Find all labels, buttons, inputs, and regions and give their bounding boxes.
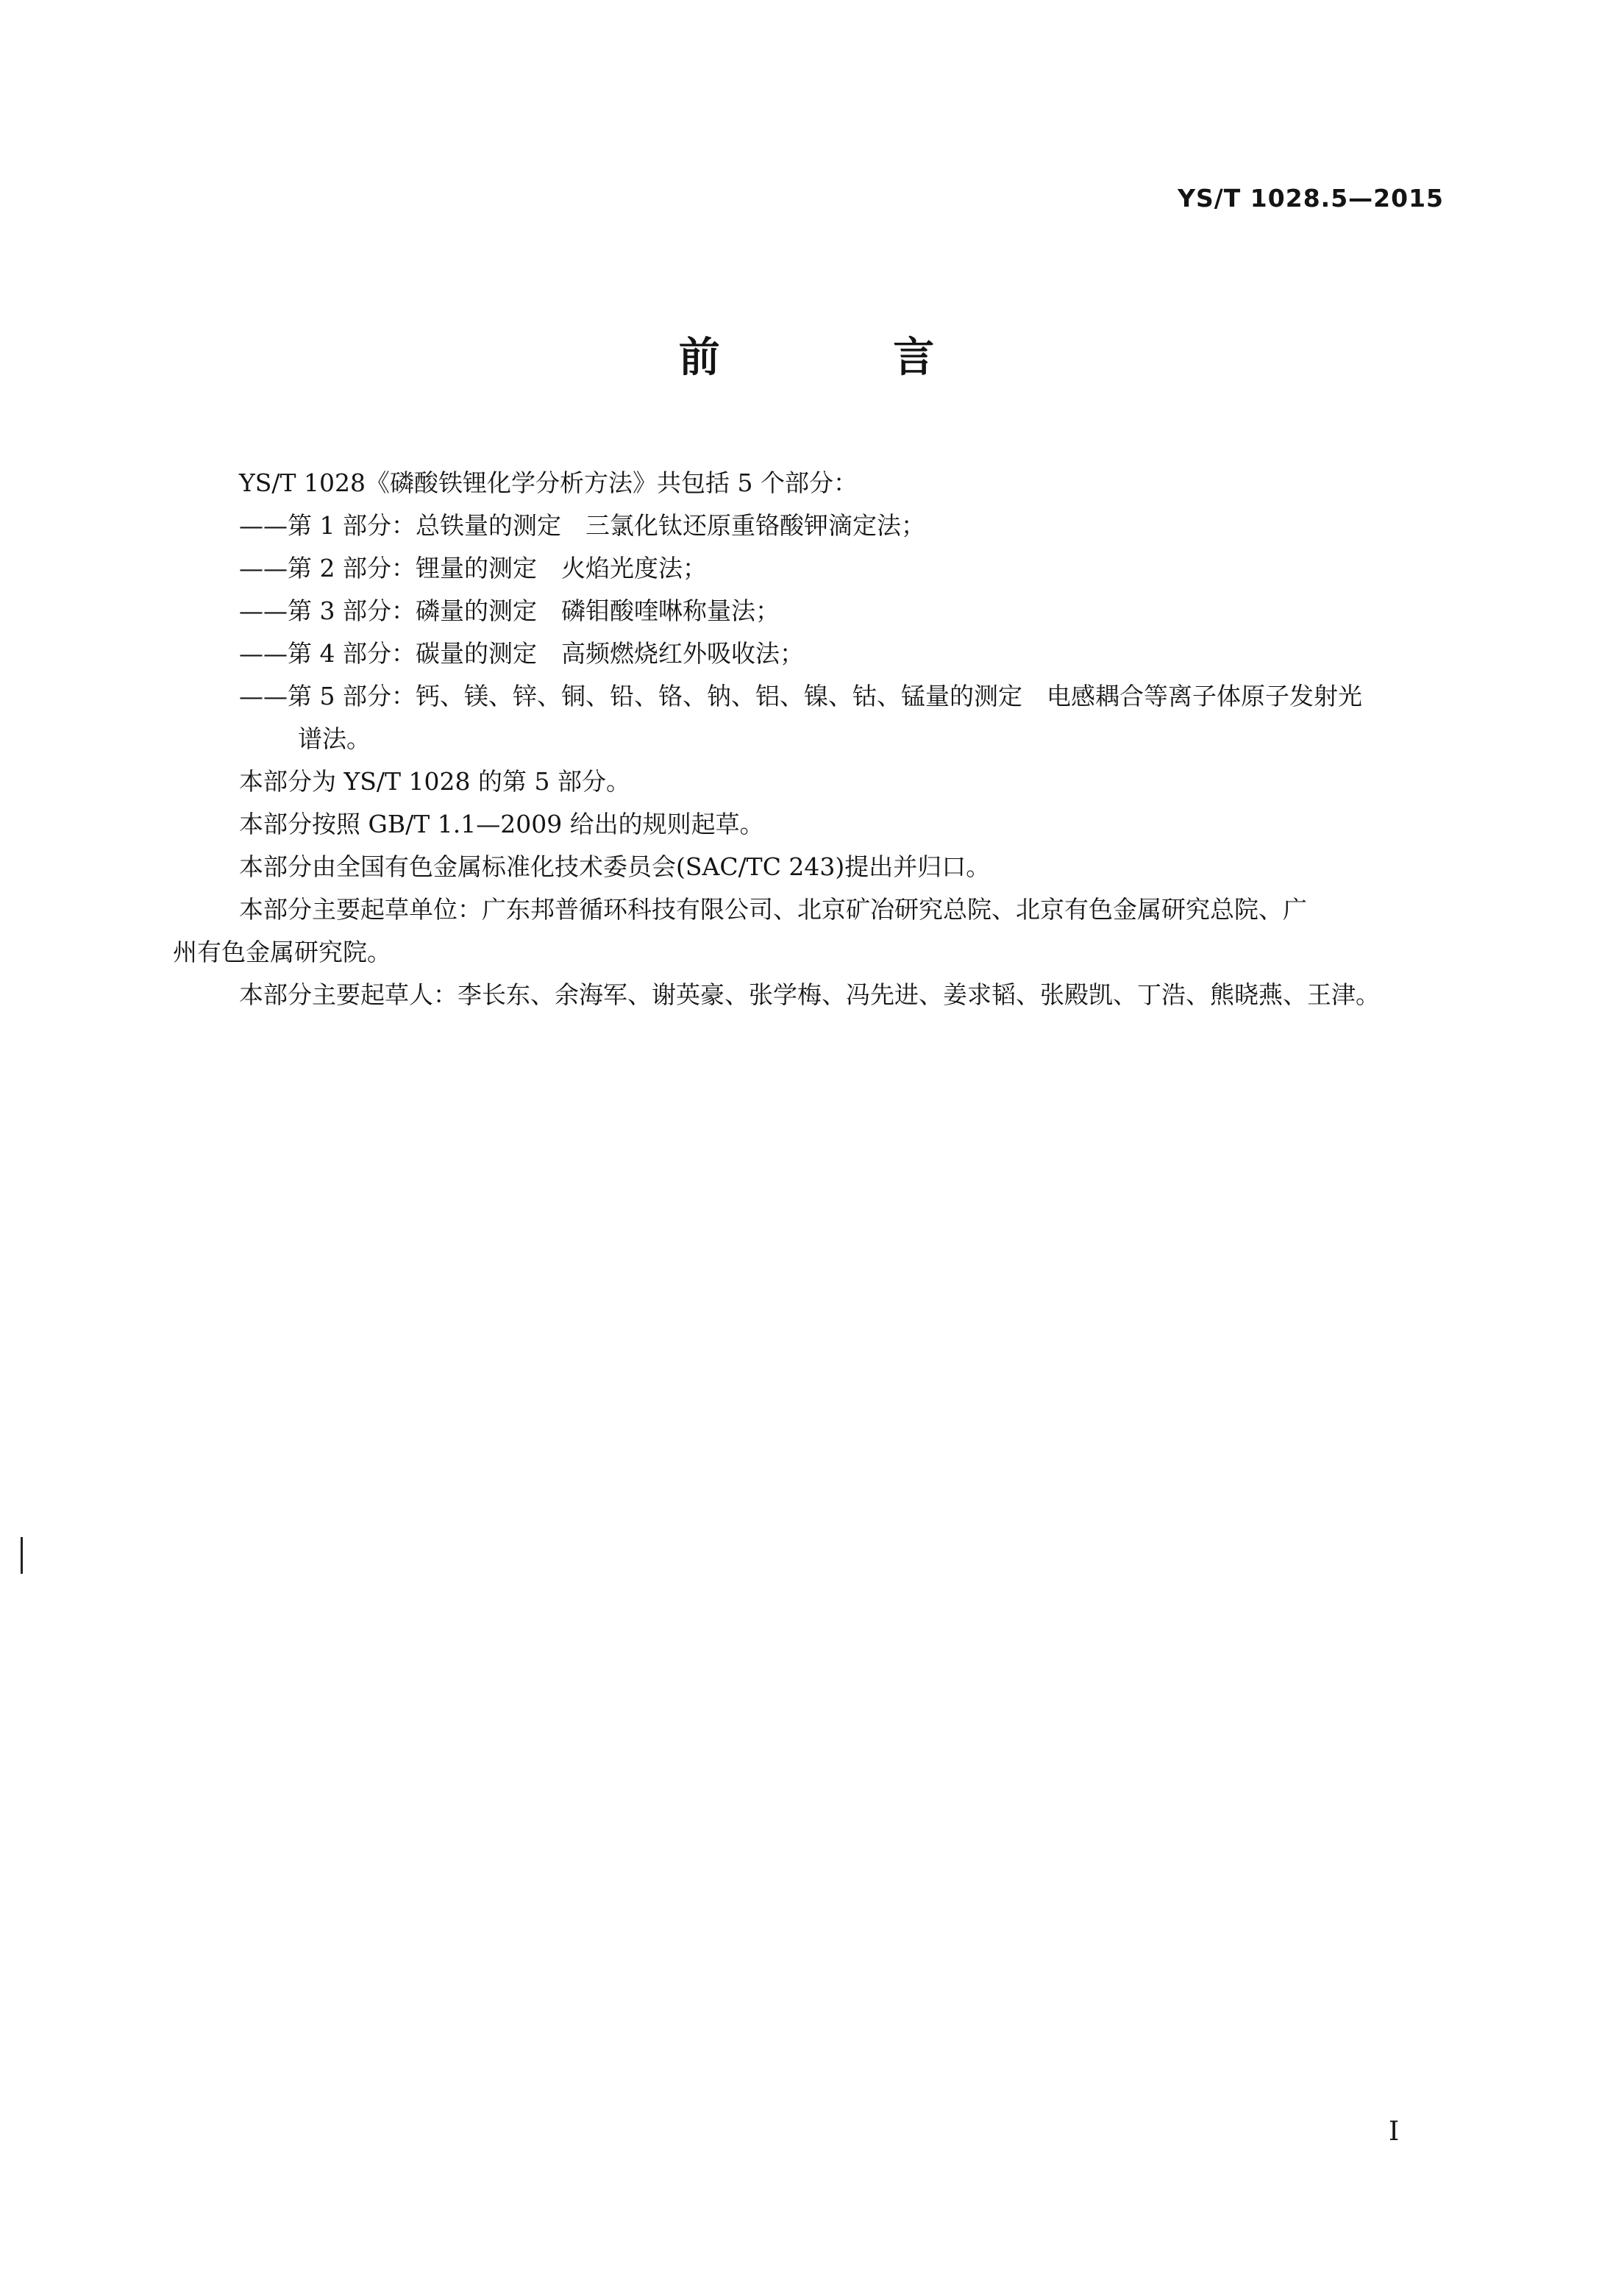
part-1-item: ——第 1 部分：总铁量的测定 三氯化钛还原重铬酸钾滴定法； [239,511,925,540]
drafting-rules-statement: 本部分按照 GB/T 1.1—2009 给出的规则起草。 [239,810,764,838]
standard-code: YS/T 1028.5—2015 [1178,184,1444,213]
proposer-statement: 本部分由全国有色金属标准化技术委员会(SAC/TC 243)提出并归口。 [239,852,991,881]
part-2-item: ——第 2 部分：锂量的测定 火焰光度法； [239,554,707,582]
foreword-body [173,462,1449,1016]
drafting-units-line-1: 本部分主要起草单位：广东邦普循环科技有限公司、北京矿冶研究总院、北京有色金属研究总院、广 [239,895,1307,924]
intro-paragraph: YS/T 1028《磷酸铁锂化学分析方法》共包括 5 个部分： [239,468,858,497]
part-5-continuation: 谱法。 [298,724,371,753]
part-5-item: ——第 5 部分：钙、镁、锌、铜、铅、铬、钠、铝、镍、钴、锰量的测定 电感耦合等离子体原子发射光 [239,682,1362,710]
part-3-item: ——第 3 部分：磷量的测定 磷钼酸喹啉称量法； [239,596,780,625]
drafting-units-line-2: 州有色金属研究院。 [173,938,391,966]
page-number: I [1389,2117,1400,2147]
drafters-paragraph: 本部分主要起草人：李长东、余海军、谢英豪、张学梅、冯先进、姜求韬、张殿凯、丁浩、熊晓燕、王津。 [239,980,1380,1009]
part-4-item: ——第 4 部分：碳量的测定 高频燃烧红外吸收法； [239,639,804,668]
page-title: 前 言 [678,334,1014,382]
scan-margin-mark [21,1537,23,1574]
part-statement: 本部分为 YS/T 1028 的第 5 部分。 [239,767,630,796]
